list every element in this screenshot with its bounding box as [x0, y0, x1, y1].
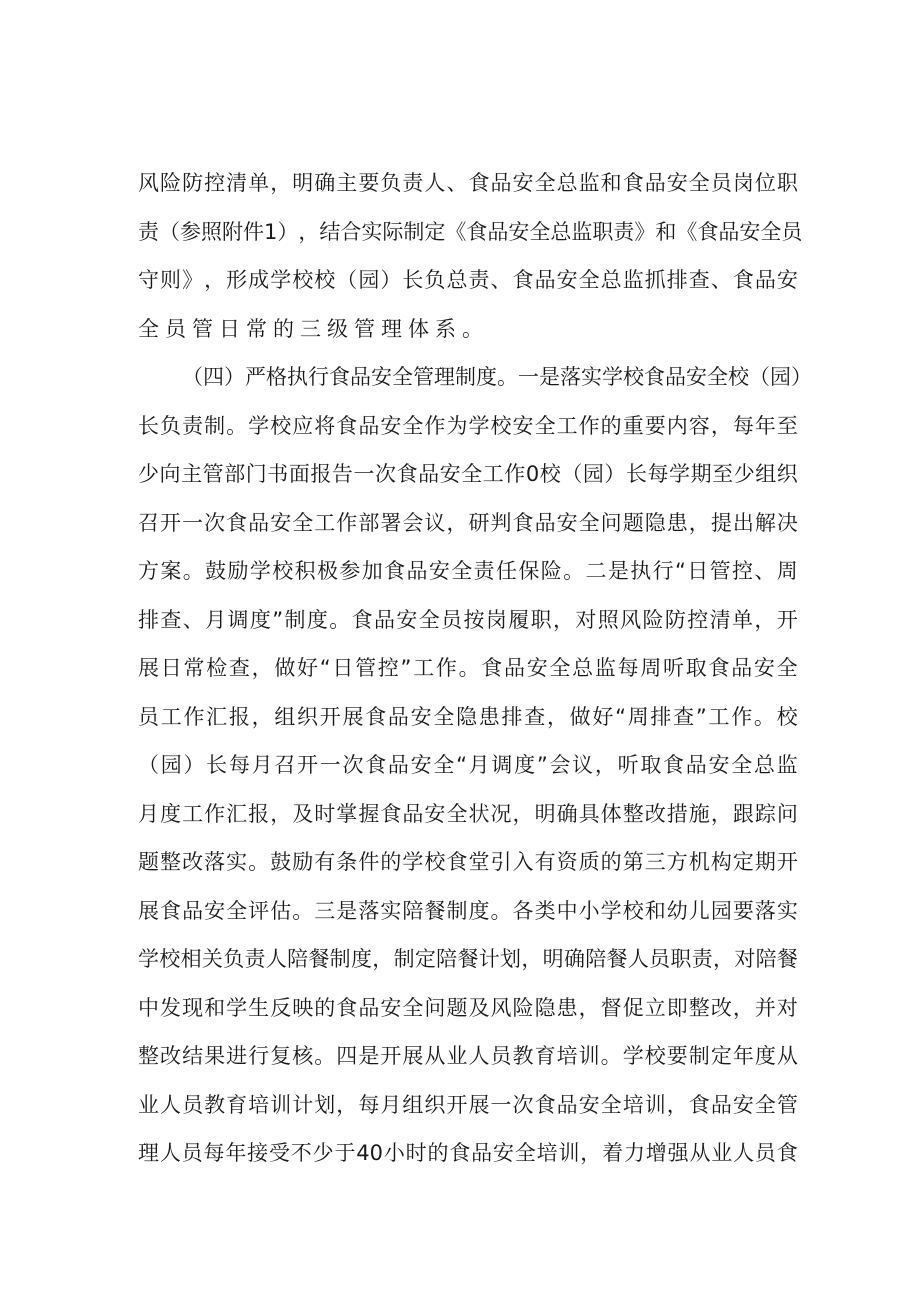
text-line: 中 发 现 和 学 生 反 映 的 食 品 安 全 问 题 及 风 险 隐 患 ， 督 促 立 即 整 改 ， 并 对	[138, 995, 798, 1020]
text-line: 长 负 责 制 。 学 校 应 将 食 品 安 全 作 为 学 校 安 全 工 作 的 重 要 内 容 ， 每 年 至	[138, 413, 798, 438]
text-line: 展 日 常 检 查 ， 做 好 “ 日 管 控 ” 工 作 。 食 品 安 全 总 监 每 周 听 取 食 品 安 全	[138, 656, 798, 680]
text-line: 业 人 员 教 育 培 训 计 划 ， 每 月 组 织 开 展 一 次 食 品 安 全 培 训 ， 食 品 安 全 管	[138, 1092, 798, 1117]
text-line: 责 （ 参 照 附 件 1 ） ， 结 合 实 际 制 定 《 食 品 安 全 总 监 职 责 》 和 《 食 品 安 全 员	[138, 219, 803, 244]
text-line: 方 案 。 鼓 励 学 校 积 极 参 加 食 品 安 全 责 任 保 险 。 二 是 执 行 “ 日 管 控 、 周	[138, 559, 798, 583]
text-line: 风 险 防 控 清 单 ， 明 确 主 要 负 责 人 、 食 品 安 全 总 监 和 食 品 安 全 员 岗 位 职	[138, 171, 798, 195]
text-line: 员 工 作 汇 报 ， 组 织 开 展 食 品 安 全 隐 患 排 查 ， 做 好 “ 周 排 查 ” 工 作 。 校	[138, 704, 798, 729]
text-line: 月 度 工 作 汇 报 ， 及 时 掌 握 食 品 安 全 状 况 ， 明 确 具 体 整 改 措 施 ， 跟 踪 问	[138, 801, 798, 826]
text-line: 少 向 主 管 部 门 书 面 报 告 一 次 食 品 安 全 工 作 0 校 （ 园 ） 长 每 学 期 至 少 组 织	[138, 462, 798, 486]
document-body	[138, 159, 812, 1178]
text-line: 理 人 员 每 年 接 受 不 少 于 40 小 时 的 食 品 安 全 培 训 ， 着 力 增 强 从 业 人 员 食	[138, 1141, 798, 1165]
text-line: 学 校 相 关 负 责 人 陪 餐 制 度 ， 制 定 陪 餐 计 划 ， 明 确 陪 餐 人 员 职 责 ， 对 陪 餐	[138, 947, 798, 971]
text-line: 排 查 、 月 调 度 ” 制 度 。 食 品 安 全 员 按 岗 履 职 ， 对 照 风 险 防 控 清 单 ， 开	[138, 607, 798, 632]
text-line: 整 改 结 果 进 行 复 核 。 四 是 开 展 从 业 人 员 教 育 培 训 。 学 校 要 制 定 年 度 从	[138, 1044, 798, 1068]
text-line: 展 食 品 安 全 评 估 。 三 是 落 实 陪 餐 制 度 。 各 类 中 小 学 校 和 幼 儿 园 要 落 实	[138, 898, 798, 923]
text-line: 守 则 》 ， 形 成 学 校 校 （ 园 ） 长 负 总 责 、 食 品 安 全 总 监 抓 排 查 、 食 品 安	[138, 268, 798, 292]
text-line: 召 开 一 次 食 品 安 全 工 作 部 署 会 议 ， 研 判 食 品 安 全 问 题 隐 患 ， 提 出 解 决	[138, 510, 798, 535]
text-line: （ 园 ） 长 每 月 召 开 一 次 食 品 安 全 “ 月 调 度 ” 会 议 ， 听 取 食 品 安 全 总 监	[138, 753, 798, 777]
text-line: 题 整 改 落 实 。 鼓 励 有 条 件 的 学 校 食 堂 引 入 有 资 质 的 第 三 方 机 构 定 期 开	[138, 850, 798, 874]
text-line: 全 员 管 日 常 的 三 级 管 理 体 系 。	[138, 316, 489, 341]
text-line: （ 四 ） 严 格 执 行 食 品 安 全 管 理 制 度 。 一 是 落 实 学 校 食 品 安 全 校 （ 园 ）	[182, 365, 812, 389]
